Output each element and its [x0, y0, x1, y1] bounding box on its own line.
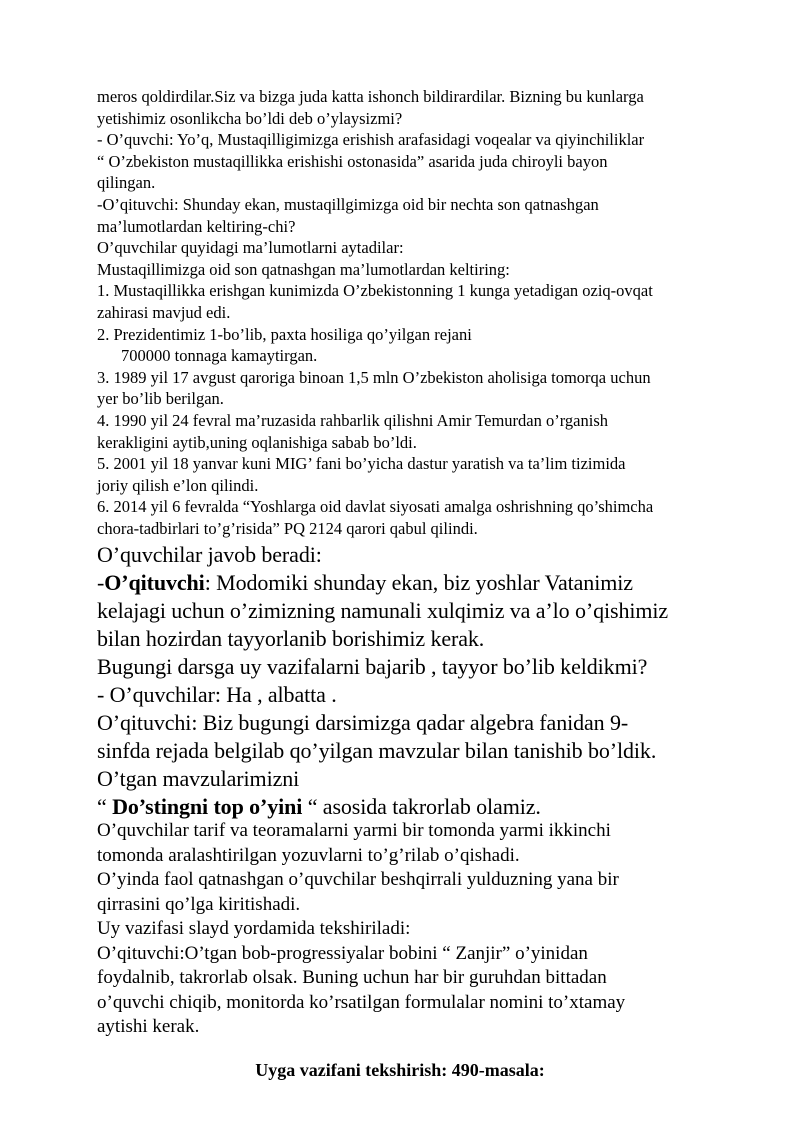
text-line: joriy qilish e’lon qilindi.	[97, 475, 259, 495]
game-title: Do’stingni top o’yini	[112, 794, 303, 819]
text-line: O’quvchilar quyidagi ma’lumotlarni aytadilar:	[97, 238, 404, 258]
text-line: o’quvchi chiqib, monitorda ko’rsatilgan formulalar nomini to’xtamay	[97, 991, 626, 1013]
list-item-3: 3. 1989 yil 17 avgust qaroriga binoan 1,5 mln O’zbekiston aholisiga tomorqa uchun	[97, 367, 651, 387]
text-line: sinfda rejada belgilab qo’yilgan mavzular bilan tanishib bo’ldik.	[97, 738, 657, 763]
text-line: O’quvchilar tarif va teoramalarni yarmi bir tomonda yarmi ikkinchi	[97, 820, 611, 841]
section-heading: Uyga vazifani tekshirish: 490-masala:	[255, 1060, 545, 1080]
text-line: O’quvchilar javob beradi:	[97, 542, 322, 567]
text-line: O’qituvchi: Biz bugungi darsimizga qadar algebra fanidan 9-	[97, 710, 629, 735]
text-line: O’yinda faol qatnashgan o’quvchilar beshqirrali yulduzning yana bir	[97, 869, 619, 890]
text-line: foydalnib, takrorlab olsak. Buning uchun har bir guruhdan bittadan	[97, 967, 607, 988]
text-line: kerakligini aytib,uning oqlanishiga sabab bo’ldi.	[97, 432, 417, 452]
text-line: bilan hozirdan tayyorlanib borishimiz kerak.	[97, 626, 485, 651]
dash: -	[97, 570, 105, 595]
text-line: qirrasini qo’lga kiritishadi.	[97, 893, 301, 915]
list-item-2: 2. Prezidentimiz 1-bo’lib, paxta hosiliga qo’yilgan rejani	[97, 324, 472, 344]
dialogue-block	[97, 541, 757, 821]
text-line: “ O’zbekiston mustaqillikka erishishi ostonasida” asarida juda chiroyli bayon	[97, 151, 608, 171]
text-line: 700000 tonnaga kamaytirgan.	[121, 346, 318, 366]
quote-open: “	[97, 794, 113, 819]
text-line: chora-tadbirlari to’g’risida” PQ 2124 qarori qabul qilindi.	[97, 518, 478, 538]
text-line: aytishi kerak.	[97, 1016, 200, 1037]
text-line: O’tgan mavzularimizni	[97, 766, 300, 791]
text-line	[97, 793, 757, 821]
activity-text-block	[97, 819, 747, 1040]
text-line: qilingan.	[97, 173, 156, 193]
intro-text-block	[97, 86, 747, 539]
text-line: tomonda aralashtirilgan yozuvlarni to’g’rilab o’qishadi.	[97, 844, 520, 866]
text-line: - O’quvchi: Yo’q, Mustaqilligimizga erishish arafasidagi voqealar va qiyinchiliklar	[97, 130, 645, 150]
text-line: Bugungi darsga uy vazifalarni bajarib , tayyor bo’lib keldikmi?	[97, 654, 648, 679]
text-line: zahirasi mavjud edi.	[97, 302, 231, 322]
text-line	[97, 569, 757, 597]
speaker-label: O’qituvchi	[104, 570, 205, 595]
text-line: ma’lumotlardan keltiring-chi?	[97, 216, 296, 236]
list-item-1: 1. Mustaqillikka erishgan kunimizda O’zbekistonning 1 kunga yetadigan oziq-ovqat	[97, 281, 653, 301]
list-item-6: 6. 2014 yil 6 fevralda “Yoshlarga oid davlat siyosati amalga oshrishning qo’shimcha	[97, 497, 654, 517]
text-line: kelajagi uchun o’zimizning namunali xulqimiz va a’lo o’qishimiz	[97, 598, 669, 623]
text-span: : Modomiki shunday ekan, biz yoshlar Vatanimiz	[204, 570, 633, 595]
text-line: Uy vazifasi slayd yordamida tekshiriladi:	[97, 918, 411, 939]
text-line: Mustaqillimizga oid son qatnashgan ma’lumotlardan keltiring:	[97, 259, 510, 279]
text-line: yer bo’lib berilgan.	[97, 389, 224, 409]
list-item-4: 4. 1990 yil 24 fevral ma’ruzasida rahbarlik qilishni Amir Temurdan o’rganish	[97, 410, 608, 430]
list-item-5: 5. 2001 yil 18 yanvar kuni MIG’ fani bo’yicha dastur yaratish va ta’lim tizimida	[97, 454, 626, 474]
text-line: -O’qituvchi: Shunday ekan, mustaqillgimizga oid bir nechta son qatnashgan	[97, 194, 599, 214]
text-line: - O’quvchilar: Ha , albatta .	[97, 682, 337, 707]
text-span: “ asosida takrorlab olamiz.	[302, 794, 541, 819]
text-line: meros qoldirdilar.Siz va bizga juda katta ishonch bildirardilar. Bizning bu kunlarga	[97, 87, 644, 106]
text-line: yetishimiz osonlikcha bo’ldi deb o’ylaysizmi?	[97, 108, 403, 128]
text-line: O’qituvchi:O’tgan bob-progressiyalar bobini “ Zanjir” o’yinidan	[97, 942, 588, 964]
